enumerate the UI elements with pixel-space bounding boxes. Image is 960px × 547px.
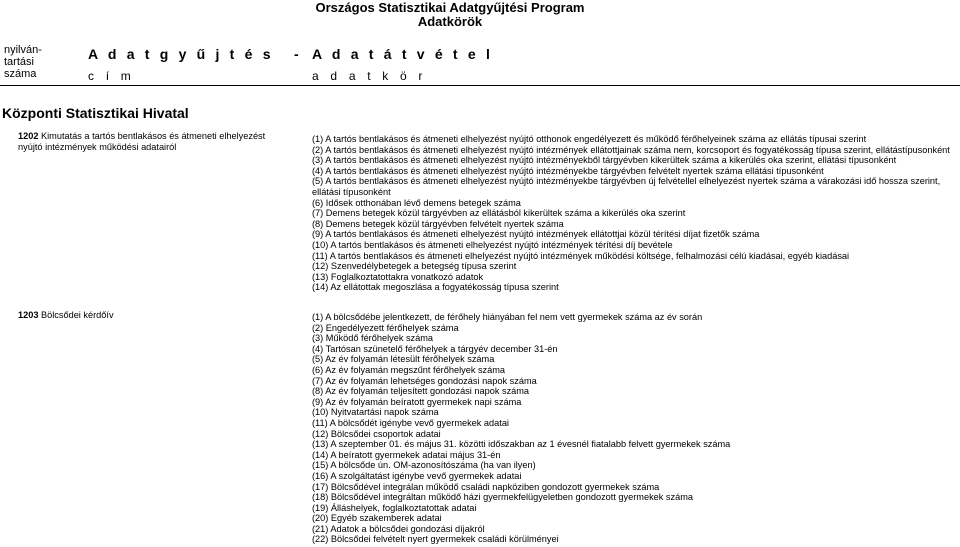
datarange-subheader: a d a t k ö r [312, 69, 427, 83]
data-transfer-header: A d a t á t v é t e l [312, 46, 494, 62]
data-item: (6) Idősek otthonában lévő demens betegek száma [312, 197, 521, 208]
data-item: (2) Engedélyezett férőhelyek száma [312, 322, 459, 333]
section-name: Kimutatás a tartós bentlakásos és átmeneti elhelyezést nyújtó intézmények működési adatairól [18, 131, 266, 152]
data-item: (3) Működő férőhelyek száma [312, 333, 434, 344]
data-item: (12) Szenvedélybetegek a betegség típusa szerint [312, 261, 517, 272]
data-item: (1) A bölcsődébe jelentkezett, de férőhely hiányában fel nem vett gyermekek száma az év során [312, 312, 703, 322]
data-item: (5) Az év folyamán létesült férőhelyek száma [312, 354, 495, 365]
data-item: (14) Az ellátottak megoszlása a fogyatékosság típusa szerint [312, 282, 559, 293]
section-number: 1203 [18, 310, 39, 320]
header-divider [0, 85, 960, 86]
data-item: (7) Az év folyamán lehetséges gondozási napok száma [312, 375, 537, 386]
data-item: (6) Az év folyamán megszűnt férőhelyek száma [312, 364, 506, 375]
data-collection-header: A d a t g y ű j t é s [88, 46, 274, 62]
data-item: (4) Tartósan szünetelő férőhelyek a tárgyév december 31-én [312, 343, 558, 354]
data-item: (10) Nyitvatartási napok száma [312, 407, 439, 418]
section-title [18, 131, 288, 152]
data-item: (19) Álláshelyek, foglalkoztatottak adatai [312, 502, 477, 513]
data-item: (7) Demens betegek közül tárgyévben az ellátásból kikerültek száma a kikerülés oka szerint [312, 208, 686, 219]
data-item: (13) A szeptember 01. és május 31. közötti időszakban az 1 évesnél fiatalabb felvett gyermekek száma [312, 439, 731, 450]
section-title [18, 310, 288, 321]
data-item: (9) A tartós bentlakásos és átmeneti elhelyezést nyújtó intézmények ellátottjai közül térítési díjat fizetők száma [312, 229, 760, 240]
data-item: (8) Demens betegek közül tárgyévben felvételt nyertek száma [312, 218, 564, 229]
data-item: (18) Bölcsődével integráltan működő házi gyermekfelügyeletben gondozott gyermekek száma [312, 492, 693, 503]
data-item: (12) Bölcsődei csoportok adatai [312, 428, 441, 439]
data-item: (15) A bölcsőde ún. OM-azonosítószáma (ha van ilyen) [312, 460, 536, 471]
page-title: Országos Statisztikai Adatgyűjtési Program [315, 0, 585, 15]
data-item: (16) A szolgáltatást igénybe vevő gyermekek adatai [312, 470, 522, 481]
data-item: (22) Bölcsődei felvételt nyert gyermekek családi körülményei [312, 534, 559, 545]
section-items [312, 312, 952, 545]
data-item: (3) A tartós bentlakásos és átmeneti elhelyezést nyújtó intézményekből tárgyévben kikerültek száma a kikerülés oka szerint, ellátási típusonként [312, 155, 897, 166]
address-subheader: c í m [88, 69, 135, 83]
data-item: (10) A tartós bentlakásos és átmeneti elhelyezést nyújtó intézmények térítési díj bevétele [312, 239, 673, 250]
data-item: (2) A tartós bentlakásos és átmeneti elhelyezést nyújtó intézmények ellátottjainak száma nem, korcsoport és fogyatékosság típusa szerint, ellátástípusonként [312, 144, 950, 155]
data-item: (11) A tartós bentlakásos és átmeneti elhelyezést nyújtó intézmények működési költsége, felhalmozási célú kiadásai, egyéb kiadásai [312, 250, 850, 261]
section-number: 1202 [18, 131, 39, 141]
data-item: (11) A bölcsődét igénybe vevő gyermekek adatai [312, 417, 509, 428]
data-item: (8) Az év folyamán teljesített gondozási napok száma [312, 386, 530, 397]
organization-title: Központi Statisztikai Hivatal [2, 105, 189, 121]
page-subtitle: Adatkörök [417, 14, 483, 29]
data-item: (4) A tartós bentlakásos és átmeneti elhelyezést nyújtó intézményekbe tárgyévben felvételt nyertek száma ellátási típusonként [312, 165, 824, 176]
data-item: (5) A tartós bentlakásos és átmeneti elhelyezést nyújtó intézményekbe tárgyévben új felvétellel elhelyezést nyertek száma a várakozási idő hossza szerint, ellátási típusonként [312, 176, 941, 197]
data-item: (17) Bölcsődével integrálan működő családi napköziben gondozott gyermekek száma [312, 481, 660, 492]
register-number-header: nyilván- tartási száma [4, 44, 42, 80]
data-item: (14) A beíratott gyermekek adatai május 31-én [312, 449, 501, 460]
data-item: (21) Adatok a bölcsődei gondozási díjakról [312, 523, 485, 534]
data-item: (9) Az év folyamán beíratott gyermekek napi száma [312, 396, 522, 407]
data-item: (1) A tartós bentlakásos és átmeneti elhelyezést nyújtó otthonok engedélyezett és működő férőhelyeinek száma az ellátás típusai szerint [312, 134, 867, 144]
header-dash: - [294, 46, 302, 62]
data-item: (20) Egyéb szakemberek adatai [312, 513, 442, 524]
section-name: Bölcsődei kérdőív [41, 310, 114, 320]
data-item: (13) Foglalkoztatottakra vonatkozó adatok [312, 271, 484, 282]
section-items [312, 134, 952, 293]
